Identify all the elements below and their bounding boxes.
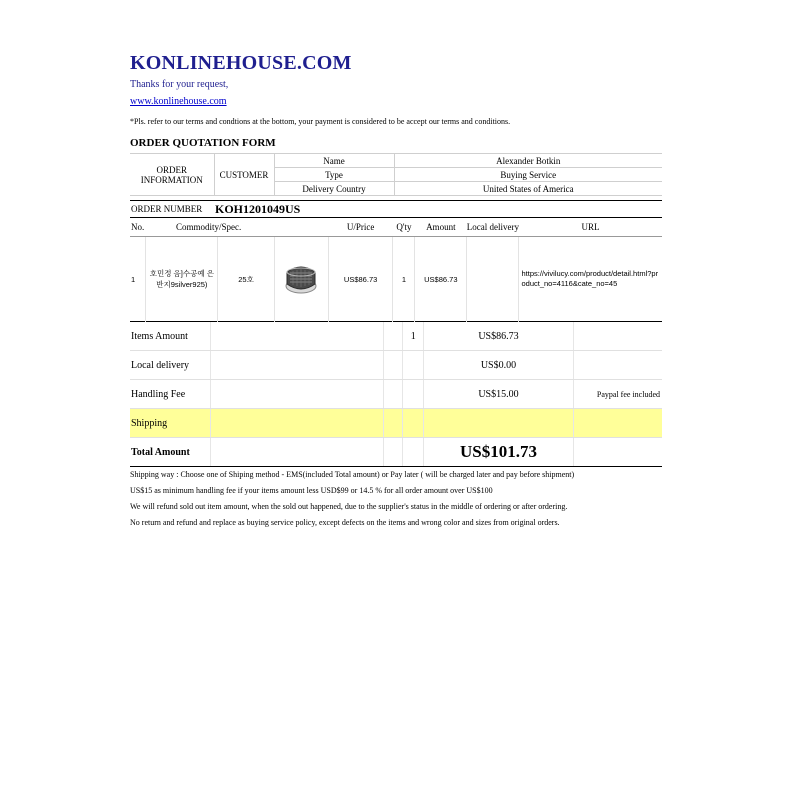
col-no: No.: [130, 218, 146, 237]
shipping-label: Shipping: [130, 409, 211, 438]
col-unit-price: U/Price: [328, 218, 393, 237]
totals-table: [130, 322, 662, 467]
item-no: 1: [131, 274, 136, 284]
item-url[interactable]: https://vivilucy.com/product/detail.html?product_no=4116&cate_no=45: [519, 237, 662, 322]
items-amount-qty: 1: [403, 322, 424, 351]
form-title: ORDER QUOTATION FORM: [130, 137, 276, 149]
handling-fee-label: Handling Fee: [130, 380, 211, 409]
terms-footer: [130, 470, 662, 527]
info-key-country: Delivery Country: [274, 182, 394, 196]
customer-label: CUSTOMER: [214, 154, 274, 196]
item-name: 호민정 음]수공예 은반지9silver925): [146, 237, 218, 322]
ring-image-icon: [281, 260, 321, 298]
handling-fee-value: US$15.00: [424, 380, 573, 409]
col-url: URL: [519, 218, 662, 237]
footer-line-shipping: Shipping way : Choose one of Shiping method - EMS(included Total amount) or Pay later ( will be charged later and pay before shipment): [130, 470, 575, 479]
item-qty: 1: [393, 237, 415, 322]
info-value-type: Buying Service: [394, 168, 662, 182]
total-amount-value: US$101.73: [424, 438, 573, 467]
item-local-delivery: [467, 237, 519, 322]
items-table: [130, 218, 662, 322]
order-info-table: [130, 153, 662, 196]
info-key-name: Name: [274, 154, 394, 168]
col-amount: Amount: [415, 218, 467, 237]
total-amount-label: Total Amount: [130, 438, 211, 467]
items-amount-label: Items Amount: [130, 322, 211, 351]
col-local-delivery: Local delivery: [467, 218, 519, 237]
item-amount: US$86.73: [415, 237, 467, 322]
item-unit-price: US$86.73: [328, 237, 393, 322]
footer-line-refund: We will refund sold out item amount, when the sold out happened, due to the supplier's status in the middle of ordering or after ordering.: [130, 502, 568, 511]
footer-line-return: No return and refund and replace as buying service policy, except defects on the items and wrong color and sizes from original orders.: [130, 518, 560, 527]
terms-note: *Pls. refer to our terms and condtions at the bottom, your payment is considered to be accept our terms and conditions.: [130, 117, 511, 126]
order-number-bar: [130, 200, 662, 218]
local-delivery-label: Local delivery: [130, 351, 211, 380]
quotation-page: [130, 52, 662, 534]
item-image: [274, 237, 328, 322]
thanks-text: Thanks for your request,: [130, 79, 229, 90]
shipping-value: [424, 409, 573, 438]
info-value-name: Alexander Botkin: [394, 154, 662, 168]
website-link[interactable]: www.konlinehouse.com: [130, 96, 227, 107]
local-delivery-value: US$0.00: [424, 351, 573, 380]
handling-fee-note: Paypal fee included: [573, 380, 662, 409]
order-number-label: ORDER NUMBER: [131, 204, 203, 214]
table-row: [130, 237, 662, 322]
brand-title: KONLINEHOUSE.COM: [130, 52, 352, 74]
items-amount-value: US$86.73: [424, 322, 573, 351]
col-qty: Q'ty: [393, 218, 415, 237]
order-number-value: KOH1201049US: [215, 202, 301, 216]
col-commodity: Commodity/Spec.: [146, 218, 328, 237]
info-key-type: Type: [274, 168, 394, 182]
footer-line-handling: US$15 as minimum handling fee if your items amount less USD$99 or 14.5 % for all order amount over US$100: [130, 486, 493, 495]
order-information-label: ORDER INFORMATION: [130, 154, 214, 196]
info-value-country: United States of America: [394, 182, 662, 196]
item-spec: 25호: [218, 237, 275, 322]
